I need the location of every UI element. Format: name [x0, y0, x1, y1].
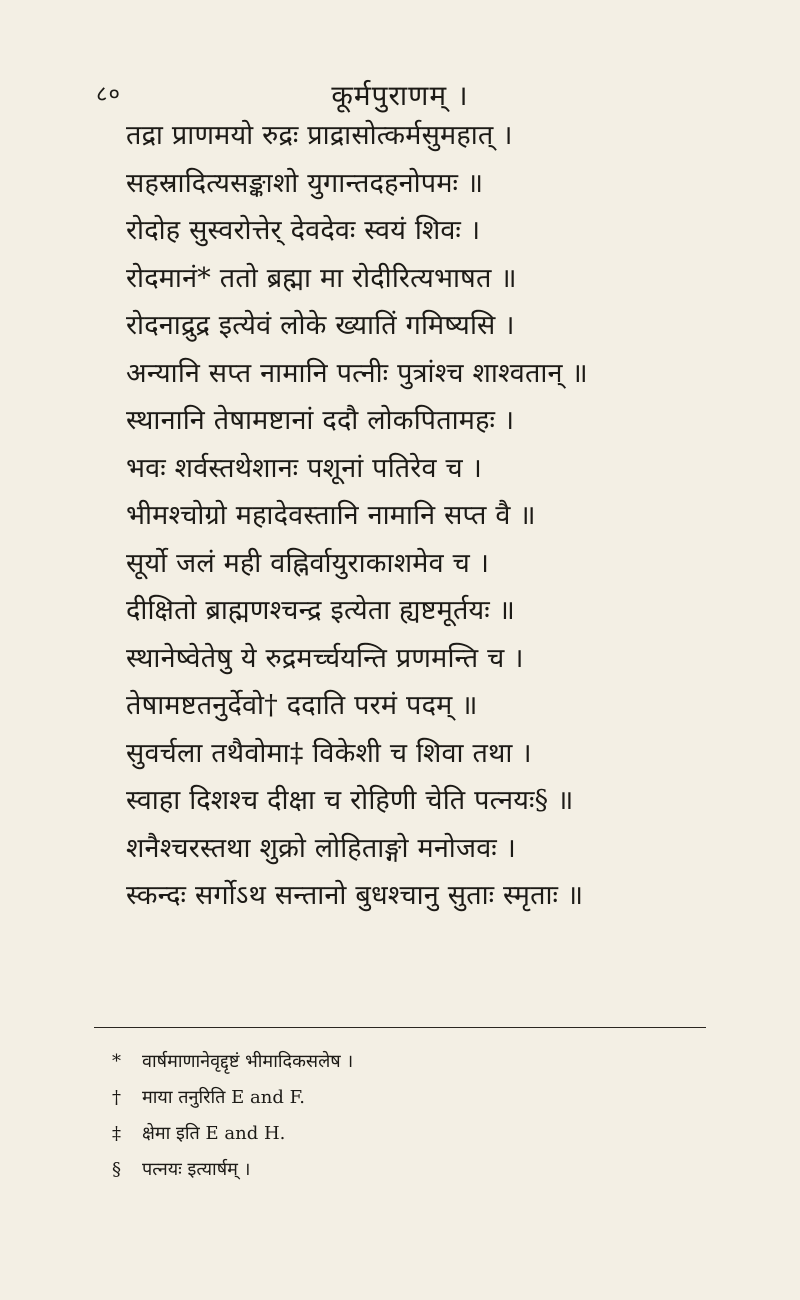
footnote-mark: § — [112, 1159, 121, 1180]
footnote-mark: ‡ — [112, 1123, 121, 1144]
footnote-mark: * — [112, 1051, 121, 1072]
footnote-text: पत्नयः इत्यार्षम् । — [142, 1159, 251, 1180]
footnote-text: वार्षमाणानेवृद्दृष्टं भीमादिकसलेष । — [142, 1051, 354, 1072]
footnote-mark: † — [112, 1087, 121, 1108]
footnote — [112, 1080, 672, 1116]
verse-line: तेषामष्टतनुर्देवो† ददाति परमं पदम् ॥ — [126, 690, 478, 721]
verse-line: भीमश्चोग्रो महादेवस्तानि नामानि सप्त वै ॥ — [126, 500, 536, 531]
verse-line: अन्यानि सप्त नामानि पत्नीः पुत्रांश्च शाश्वतान् ॥ — [126, 357, 588, 389]
verse-line: सूर्यो जलं मही वह्निर्वायुराकाशमेव च । — [126, 547, 490, 579]
verse-line: भवः शर्वस्तथेशानः पशूनां पतिरेव च । — [126, 452, 483, 484]
page-number: ८० — [96, 82, 121, 107]
footnote-divider — [94, 1027, 706, 1028]
verse-text — [126, 112, 646, 920]
verse-line: शनैश्चरस्तथा शुक्रो लोहिताङ्गो मनोजवः । — [126, 832, 517, 864]
verse-line: तद्रा प्राणमयो रुद्रः प्राद्रासोत्कर्मसुमहात् । — [126, 120, 513, 151]
footnote — [112, 1044, 672, 1080]
verse-line: स्कन्दः सर्गोऽथ सन्तानो बुधश्चानु सुताः स्मृताः ॥ — [126, 880, 584, 911]
footnote — [112, 1152, 672, 1188]
running-title: कूर्मपुराणम् । — [331, 79, 469, 112]
verse-line: स्वाहा दिशश्च दीक्षा च रोहिणी चेति पत्नयः§ ॥ — [126, 785, 574, 816]
verse-line: रोदनाद्रुद्र इत्येवं लोके ख्यातिं गमिष्यसि । — [126, 310, 515, 341]
footnotes — [112, 1044, 672, 1188]
verse-line: स्थानानि तेषामष्टानां ददौ लोकपितामहः । — [126, 405, 515, 436]
verse-line: रोदोह सुस्वरोत्तेर् देवदेवः स्वयं शिवः । — [126, 215, 481, 246]
footnote-text: क्षेमा इति E and H. — [142, 1123, 286, 1144]
verse-line: सुवर्चला तथैवोमा‡ विकेशी च शिवा तथा । — [126, 737, 532, 769]
verse-line: सहस्रादित्यसङ्काशो युगान्तदहनोपमः ॥ — [126, 167, 484, 199]
verse-line: स्थानेष्वेतेषु ये रुद्रमर्च्चयन्ति प्रणमन्ति च । — [126, 642, 524, 674]
footnote-text: माया तनुरिति E and F. — [142, 1087, 306, 1108]
verse-line: दीक्षितो ब्राह्मणश्चन्द्र इत्येता ह्यष्टमूर्तयः ॥ — [126, 595, 516, 626]
verse-line: रोदमानं* ततो ब्रह्मा मा रोदीरित्यभाषत ॥ — [126, 262, 517, 294]
footnote — [112, 1116, 672, 1152]
